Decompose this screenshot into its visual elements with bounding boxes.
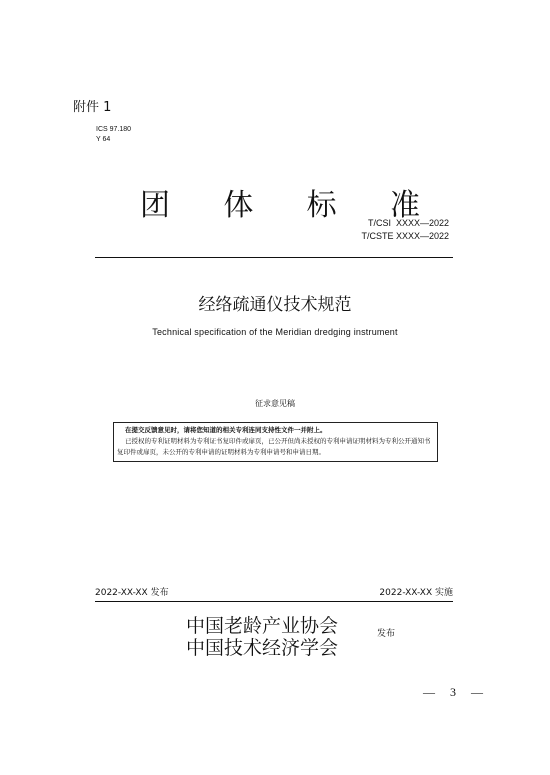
page-number: — 3 — bbox=[423, 685, 489, 699]
standard-code-csi: T/CSI XXXX—2022 bbox=[367, 218, 449, 228]
publish-label: 发布 bbox=[377, 629, 396, 639]
classification-codes bbox=[96, 125, 131, 145]
standard-code-cste: T/CSTE XXXX—2022 bbox=[361, 231, 449, 241]
patent-notice-heading: 在提交反馈意见时，请将您知道的相关专利连同支持性文件一并附上。 bbox=[125, 426, 327, 434]
standard-type-char: 团 bbox=[140, 188, 170, 223]
publisher-org: 中国技术经济学会 bbox=[186, 637, 339, 659]
document-title-cn: 经络疏通仪技术规范 bbox=[198, 295, 352, 315]
header-divider bbox=[95, 257, 453, 258]
annex-label: 附件 1 bbox=[73, 100, 112, 115]
patent-notice-body: 已授权的专利证明材料为专利证书复印件或扉页，已公开但尚未授权的专利申请证明材料为专利公开通知书复印件或扉页，未公开的专利申请的证明材料为专利申请号和申请日期。 bbox=[117, 437, 431, 456]
footer-divider bbox=[95, 601, 453, 602]
draft-stage-label: 征求意见稿 bbox=[255, 399, 295, 408]
ics-code: ICS 97.180 bbox=[96, 126, 132, 133]
standard-type-char: 标 bbox=[306, 188, 337, 223]
ccs-code: Y 64 bbox=[96, 136, 111, 143]
patent-notice-box bbox=[113, 422, 438, 462]
publisher-org: 中国老龄产业协会 bbox=[186, 615, 339, 637]
issue-date: 2022-XX-XX 发布 bbox=[95, 588, 169, 598]
standard-type-char: 体 bbox=[223, 188, 254, 223]
implement-date: 2022-XX-XX 实施 bbox=[379, 588, 453, 598]
document-title-en: Technical specification of the Meridian dredging instrument bbox=[152, 327, 398, 337]
standard-type-char: 准 bbox=[389, 188, 420, 223]
